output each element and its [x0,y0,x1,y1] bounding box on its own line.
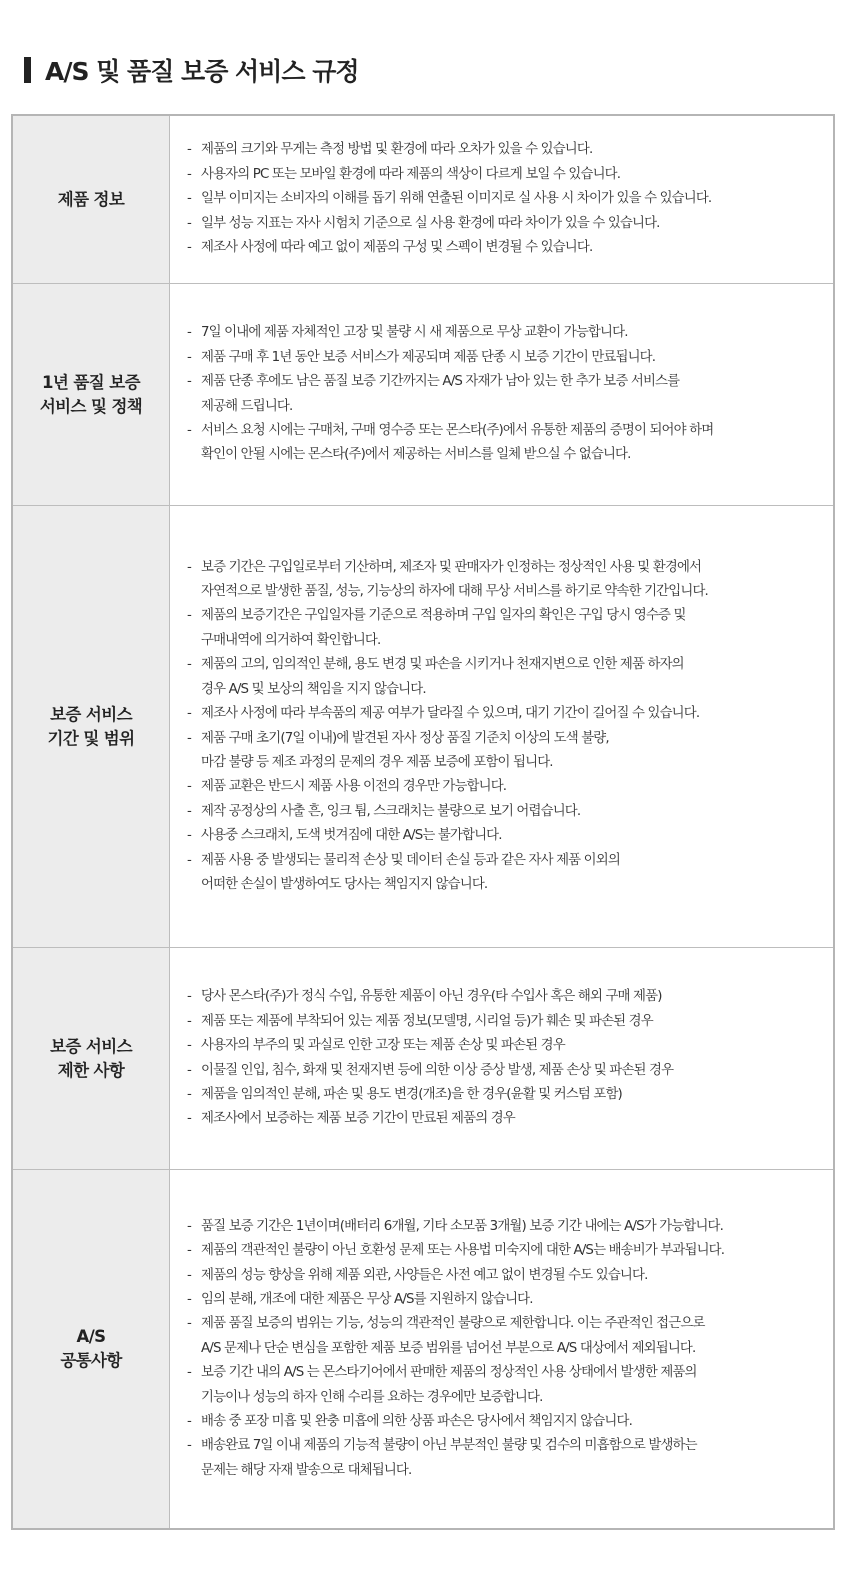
section-item-list [187,138,827,260]
list-item [187,727,827,776]
title-marker-bar [24,57,31,83]
bullet-dash: - [187,852,191,868]
list-item [187,1410,827,1434]
list-item-text: 서비스 요청 시에는 구매처, 구매 영수증 또는 몬스타(주)에서 유통한 제품의 증명이 되어야 하며 [201,422,714,438]
bullet-dash: - [187,1062,191,1078]
list-item [187,138,827,162]
list-item [187,1083,827,1107]
bullet-dash: - [187,1111,191,1127]
section-label: 보증 서비스 제한 사항 [50,1036,132,1080]
list-item-text: 제조사 사정에 따라 예고 없이 제품의 구성 및 스펙이 변경될 수 있습니다. [201,240,593,256]
section-label: 1년 품질 보증 서비스 및 정책 [39,372,143,416]
list-item [187,653,827,702]
bullet-dash: - [187,803,191,819]
list-item [187,604,827,653]
list-item-text: 제품 또는 제품에 부착되어 있는 제품 정보(모델명, 시리얼 등)가 훼손 및 파손된 경우 [201,1013,653,1029]
list-item [187,1215,827,1239]
bullet-dash: - [187,349,191,365]
list-item-text: 배송완료 7일 이내 제품의 기능적 불량이 아닌 부분적인 불량 및 검수의 미흡함으로 발생하는 [201,1438,697,1454]
list-item-text: 제품의 보증기간은 구입일자를 기준으로 적용하며 구입 일자의 확인은 구입 당시 영수증 및 [201,608,686,624]
list-item-text: 사용자의 PC 또는 모바일 환경에 따라 제품의 색상이 다르게 보일 수 있습니다. [201,166,621,182]
section-item-list [187,1215,827,1483]
bullet-dash: - [187,828,191,844]
section-item-list [187,321,827,467]
list-item-continuation-text: 문제는 해당 자재 발송으로 대체됩니다. [201,1462,412,1478]
bullet-dash: - [187,1218,191,1234]
bullet-dash: - [187,422,191,438]
bullet-dash: - [187,1013,191,1029]
list-item-text: 제조사에서 보증하는 제품 보증 기간이 만료된 제품의 경우 [201,1111,515,1127]
section-row-warranty-policy [13,283,833,505]
list-item [187,419,827,468]
section-label-cell [13,116,170,283]
list-item [187,1010,827,1034]
list-item-text: 제품의 성능 향상을 위해 제품 외관, 사양들은 사전 예고 없이 변경될 수도 있습니다. [201,1267,648,1283]
bullet-dash: - [187,779,191,795]
list-item-text: 제품 구매 초기(7일 이내)에 발견된 자사 정상 품질 기준치 이상의 도색 불량, [201,730,609,746]
bullet-dash: - [187,989,191,1005]
section-label-cell [13,948,170,1169]
list-item-text: 당사 몬스타(주)가 정식 수입, 유통한 제품이 아닌 경우(타 수입사 혹은 해외 구매 제품) [201,989,662,1005]
bullet-dash: - [187,325,191,341]
list-item [187,800,827,824]
list-item [187,824,827,848]
list-item [187,556,827,605]
bullet-dash: - [187,1365,191,1381]
list-item [187,346,827,370]
bullet-dash: - [187,1316,191,1332]
list-item-continuation-text: 어떠한 손실이 발생하여도 당사는 책임지지 않습니다. [201,876,488,892]
list-item [187,849,827,898]
section-label: 제품 정보 [57,189,125,209]
page-title-text: A/S 및 품질 보증 서비스 규정 [45,57,359,86]
section-label: A/S 공통사항 [60,1327,122,1370]
bullet-dash: - [187,1243,191,1259]
list-item [187,1264,827,1288]
bullet-dash: - [187,706,191,722]
section-row-product-info [13,116,833,283]
list-item [187,212,827,236]
bullet-dash: - [187,142,191,158]
section-content-cell [170,116,833,283]
bullet-dash: - [187,1086,191,1102]
list-item-text: 배송 중 포장 미흡 및 완충 미흡에 의한 상품 파손은 당사에서 책임지지 않습니다. [201,1414,633,1430]
list-item [187,163,827,187]
list-item-text: 제품 구매 후 1년 동안 보증 서비스가 제공되며 제품 단종 시 보증 기간이 만료됩니다. [201,349,656,365]
bullet-dash: - [187,1414,191,1430]
section-content-cell [170,506,833,947]
list-item [187,1034,827,1058]
list-item-text: 제품을 임의적인 분해, 파손 및 용도 변경(개조)을 한 경우(윤활 및 커스텀 포함) [201,1086,622,1102]
list-item-text: 보증 기간 내의 A/S 는 몬스타기어에서 판매한 제품의 정상적인 사용 상태에서 발생한 제품의 [201,1365,697,1381]
list-item-text: 7일 이내에 제품 자체적인 고장 및 불량 시 새 제품으로 무상 교환이 가능합니다. [201,325,628,341]
list-item-text: 임의 분해, 개조에 대한 제품은 무상 A/S를 지원하지 않습니다. [201,1291,533,1307]
bullet-dash: - [187,730,191,746]
section-label: 보증 서비스 기간 및 범위 [47,704,135,748]
list-item [187,187,827,211]
list-item [187,236,827,260]
section-label-cell [13,1170,170,1528]
list-item-text: 제품의 고의, 임의적인 분해, 용도 변경 및 파손을 시키거나 천재지변으로 인한 제품 하자의 [201,657,684,673]
list-item-continuation-text: 구매내역에 의거하여 확인합니다. [201,632,381,648]
list-item [187,985,827,1009]
list-item-continuation-text: 기능이나 성능의 하자 인해 수리를 요하는 경우에만 보증합니다. [201,1389,543,1405]
list-item-text: 제조사 사정에 따라 부속품의 제공 여부가 달라질 수 있으며, 대기 기간이 길어질 수 있습니다. [201,706,700,722]
list-item-continuation-text: 확인이 안될 시에는 몬스타(주)에서 제공하는 서비스를 일체 받으실 수 없습니다. [201,447,631,463]
section-content-cell [170,948,833,1169]
bullet-dash: - [187,657,191,673]
section-row-warranty-scope [13,505,833,947]
list-item-text: 일부 성능 지표는 자사 시험치 기준으로 실 사용 환경에 따라 차이가 있을 수 있습니다. [201,215,660,231]
list-item [187,1107,827,1131]
list-item [187,702,827,726]
list-item-text: 제품의 객관적인 불량이 아닌 호환성 문제 또는 사용법 미숙지에 대한 A/S는 배송비가 부과됩니다. [201,1243,725,1259]
bullet-dash: - [187,191,191,207]
list-item-continuation-text: 제공해 드립니다. [201,398,293,414]
section-row-warranty-limits [13,947,833,1169]
list-item [187,775,827,799]
list-item-text: 보증 기간은 구입일로부터 기산하며, 제조자 및 판매자가 인정하는 정상적인 사용 및 환경에서 [201,559,702,575]
list-item-text: 제작 공정상의 사출 흔, 잉크 튐, 스크래치는 불량으로 보기 어렵습니다. [201,803,581,819]
bullet-dash: - [187,1291,191,1307]
list-item-text: 제품 사용 중 발생되는 물리적 손상 및 데이터 손실 등과 같은 자사 제품 이외의 [201,852,620,868]
list-item-text: 이물질 인입, 침수, 화재 및 천재지변 등에 의한 이상 증상 발생, 제품 손상 및 파손된 경우 [201,1062,674,1078]
section-label-cell [13,506,170,947]
section-item-list [187,556,827,898]
list-item-text: 품질 보증 기간은 1년이며(배터리 6개월, 기타 소모품 3개월) 보증 기간 내에는 A/S가 가능합니다. [201,1218,724,1234]
list-item [187,1312,827,1361]
list-item-continuation-text: 경우 A/S 및 보상의 책임을 지지 않습니다. [201,681,426,697]
list-item [187,370,827,419]
bullet-dash: - [187,166,191,182]
bullet-dash: - [187,1038,191,1054]
list-item-text: 사용자의 부주의 및 과실로 인한 고장 또는 제품 손상 및 파손된 경우 [201,1038,565,1054]
list-item-text: 제품의 크기와 무게는 측정 방법 및 환경에 따라 오차가 있을 수 있습니다. [201,142,593,158]
list-item [187,1059,827,1083]
list-item-text: 일부 이미지는 소비자의 이해를 돕기 위해 연출된 이미지로 실 사용 시 차이가 있을 수 있습니다. [201,191,712,207]
list-item [187,1239,827,1263]
list-item [187,1361,827,1410]
bullet-dash: - [187,240,191,256]
bullet-dash: - [187,608,191,624]
list-item-continuation-text: 자연적으로 발생한 품질, 성능, 기능상의 하자에 대해 무상 서비스를 하기로 약속한 기간입니다. [201,584,708,600]
bullet-dash: - [187,215,191,231]
bullet-dash: - [187,1438,191,1454]
bullet-dash: - [187,1267,191,1283]
list-item [187,1288,827,1312]
list-item [187,1434,827,1483]
page-title [24,52,359,88]
section-content-cell [170,1170,833,1528]
section-row-as-common [13,1169,833,1528]
list-item-text: 사용중 스크래치, 도색 벗겨짐에 대한 A/S는 불가합니다. [201,828,502,844]
section-content-cell [170,284,833,505]
list-item-text: 제품 단종 후에도 남은 품질 보증 기간까지는 A/S 자재가 남아 있는 한 추가 보증 서비스를 [201,374,680,390]
bullet-dash: - [187,559,191,575]
section-item-list [187,985,827,1131]
list-item-continuation-text: A/S 문제나 단순 변심을 포함한 제품 보증 범위를 넘어선 부분으로 A/S 대상에서 제외됩니다. [201,1340,696,1356]
list-item-continuation-text: 마감 불량 등 제조 과정의 문제의 경우 제품 보증에 포함이 됩니다. [201,754,553,770]
warranty-policy-table [11,114,835,1530]
section-label-cell [13,284,170,505]
list-item-text: 제품 품질 보증의 범위는 기능, 성능의 객관적인 불량으로 제한합니다. 이는 주관적인 접근으로 [201,1316,705,1332]
bullet-dash: - [187,374,191,390]
list-item-text: 제품 교환은 반드시 제품 사용 이전의 경우만 가능합니다. [201,779,507,795]
list-item [187,321,827,345]
